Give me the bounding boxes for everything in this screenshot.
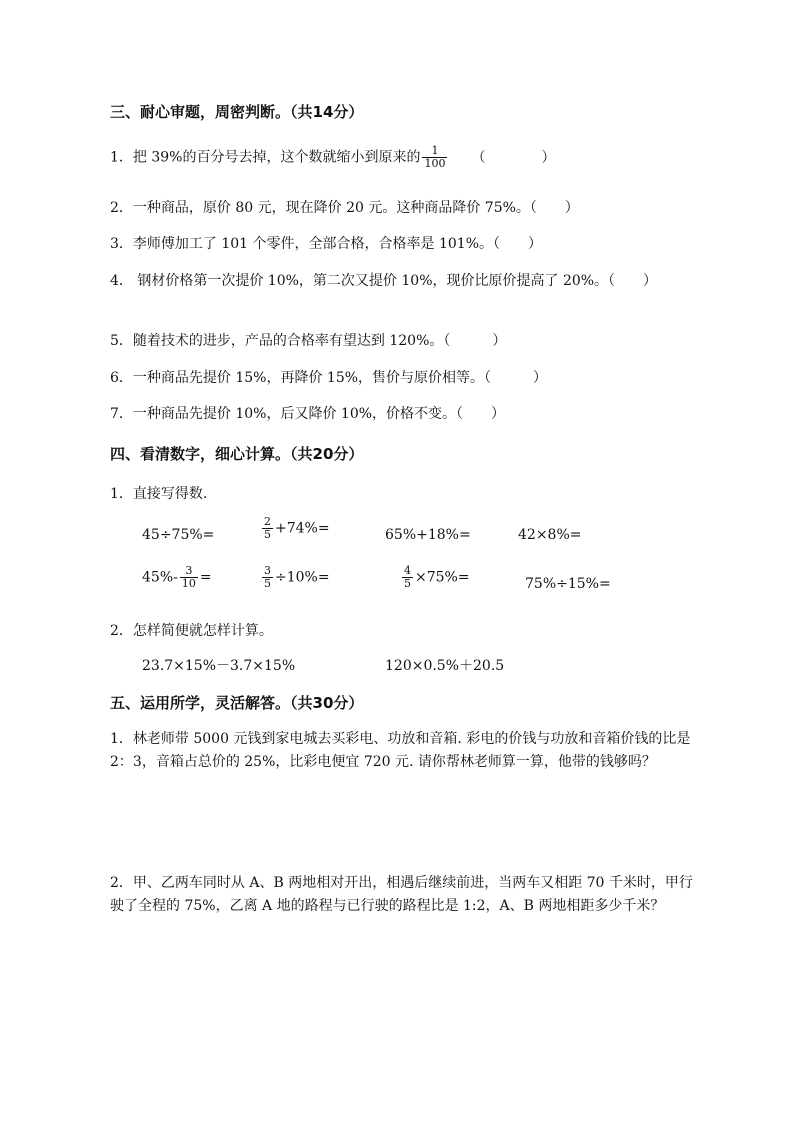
section-5-title: 五、运用所学，灵活解答。（共30分） xyxy=(110,694,364,712)
calc-3-5-div-10: $\frac{3}{5}$ ÷10%= xyxy=(264,564,330,590)
s3-item-7: 7．一种商品先提价 10%，后又降价 10%，价格不变。（ ） xyxy=(110,406,506,422)
s3-item-5: 5．随着技术的进步，产品的合格率有望达到 120%。（ ） xyxy=(110,333,507,349)
s4-question-2: 2．怎样简便就怎样计算。 xyxy=(110,623,273,639)
calc-2-5-plus-74: $\frac{2}{5}$ +74%= xyxy=(264,515,330,541)
answer-paren: （ ） xyxy=(471,149,556,166)
fraction-4-5: $\frac{4}{5}$ xyxy=(404,564,411,590)
section-3-title: 三、耐心审题，周密判断。（共14分） xyxy=(110,103,364,121)
s3-item-4: 4． 钢材价格第一次提价 10%，第二次又提价 10%，现价比原价提高了 20%。（ ） xyxy=(110,273,658,289)
calc-simplify-1: 23.7×15%－3.7×15% xyxy=(142,658,296,674)
calc-45-div-75: 45÷75%= xyxy=(142,527,215,543)
calc-4-5-times-75: $\frac{4}{5}$ ×75%= xyxy=(404,564,470,590)
calc-75-div-15: 75%÷15%= xyxy=(525,576,611,592)
s4-question-1: 1．直接写得数. xyxy=(110,486,208,502)
s5-problem-1: 1．林老师带 5000 元钱到家电城去买彩电、功放和音箱. 彩电的价钱与功放和音箱价钱的比是 2：3，音箱占总价的 25%，比彩电便宜 720 元. 请你帮林老师算一算，他带的钱够吗？ xyxy=(110,731,691,770)
calc-42-times-8: 42×8%= xyxy=(518,527,582,543)
calc-45-minus-3-10: 45%- $\frac{3}{10}$ = xyxy=(142,564,212,590)
s3-item-6: 6．一种商品先提价 15%，再降价 15%，售价与原价相等。（ ） xyxy=(110,370,548,386)
s5-problem-2: 2．甲、乙两车同时从 A、B 两地相对开出，相遇后继续前进，当两车又相距 70 千米时，甲行驶了全程的 75%，乙离 A 地的路程与已行驶的路程比是 1:2，A、B 两地相距多少千米？ xyxy=(110,875,693,914)
s3-item-1-text: 1．把 39%的百分号去掉，这个数就缩小到原来的 xyxy=(110,149,421,166)
fraction-one-hundredth: $\frac{1}{100}$ xyxy=(424,144,446,170)
s3-item-1 xyxy=(110,145,555,170)
s3-item-3: 3．李师傅加工了 101 个零件，全部合格，合格率是 101%。（ ） xyxy=(110,236,543,252)
fraction-3-10: $\frac{3}{10}$ xyxy=(181,564,196,590)
fraction-2-5: $\frac{2}{5}$ xyxy=(264,515,271,541)
calc-65-plus-18: 65%+18%= xyxy=(385,527,471,543)
calc-simplify-2: 120×0.5%＋20.5 xyxy=(385,658,505,674)
s3-item-2: 2．一种商品，原价 80 元，现在降价 20 元。这种商品降价 75%。（ ） xyxy=(110,200,579,216)
section-4-title: 四、看清数字，细心计算。（共20分） xyxy=(110,445,364,463)
fraction-3-5: $\frac{3}{5}$ xyxy=(264,564,271,590)
